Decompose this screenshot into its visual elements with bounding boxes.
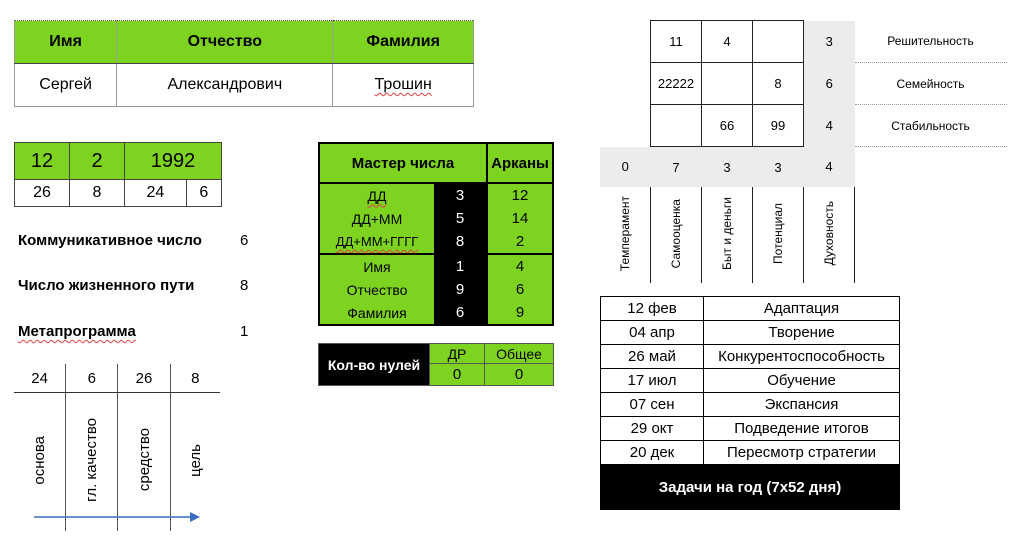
- grid-cell: 4: [702, 21, 753, 63]
- grid-col-sum: 3: [753, 147, 804, 188]
- derived-number-4: 6: [186, 180, 221, 207]
- grid-col-sum: 7: [651, 147, 702, 188]
- grid-cell: 11: [651, 21, 702, 63]
- value-first-name: Сергей: [15, 64, 117, 107]
- life-path-value: 8: [240, 277, 249, 294]
- grid-row-label: Решительность: [855, 21, 1007, 63]
- birth-day: 12: [15, 143, 70, 180]
- grid-cell: [753, 21, 804, 63]
- grid-cell: [651, 105, 702, 147]
- vector-value-1: 24: [14, 364, 66, 393]
- derived-number-1: 26: [15, 180, 70, 207]
- master-row-arcana: 14: [487, 207, 553, 230]
- grid-col-sum: 4: [804, 147, 855, 188]
- zeros-value-total: 0: [485, 364, 554, 386]
- grid-col-label-cell: [753, 187, 804, 283]
- master-header: Мастер числа: [319, 143, 487, 183]
- grid-cell: 66: [702, 105, 753, 147]
- zeros-count-table: [318, 343, 554, 386]
- task-name: Пересмотр стратегии: [704, 441, 900, 465]
- value-patronymic: Александрович: [117, 64, 333, 107]
- name-table: [14, 20, 474, 107]
- communicative-number-label: Коммуникативное число: [18, 232, 202, 249]
- derived-number-3: 24: [125, 180, 187, 207]
- master-row-arcana: 12: [487, 183, 553, 207]
- master-row-number: 5: [434, 207, 487, 230]
- birth-year: 1992: [125, 143, 222, 180]
- master-row-arcana: 4: [487, 254, 553, 278]
- grid-row-sum: 3: [804, 21, 855, 63]
- grid-row-sum: 4: [804, 105, 855, 147]
- task-name: Конкурентоспособность: [704, 345, 900, 369]
- metaprogram-label: [18, 323, 136, 340]
- task-name: Подведение итогов: [704, 417, 900, 441]
- metaprogram-value: 1: [240, 323, 249, 340]
- vector-value-4: 8: [170, 364, 220, 393]
- grid-row-label: Семейность: [855, 63, 1007, 105]
- master-row-label: Имя: [319, 254, 434, 278]
- grid-col-label-cell: [702, 187, 753, 283]
- grid-row-sum: 6: [804, 63, 855, 105]
- header-patronymic: Отчество: [117, 21, 333, 64]
- master-row-label: ДД: [319, 183, 434, 207]
- psychomatrix-grid: [600, 20, 1007, 283]
- task-date: 04 апр: [601, 321, 704, 345]
- grid-col-label: Потенциал: [771, 203, 785, 264]
- task-date: 29 окт: [601, 417, 704, 441]
- tasks-footer: Задачи на год (7х52 дня): [601, 465, 900, 510]
- birth-month: 2: [70, 143, 125, 180]
- task-name: Экспансия: [704, 393, 900, 417]
- master-numbers-table: [318, 142, 554, 326]
- year-tasks-table: [600, 296, 900, 510]
- master-row-number: 1: [434, 254, 487, 278]
- zeros-label: Кол-во нулей: [319, 344, 430, 386]
- vector-value-3: 26: [118, 364, 170, 393]
- grid-cell: 8: [753, 63, 804, 105]
- last-name-text: Трошин: [374, 76, 432, 93]
- task-date: 17 июл: [601, 369, 704, 393]
- task-name: Адаптация: [704, 297, 900, 321]
- zeros-header-total: Общее: [485, 344, 554, 364]
- master-row-number: 3: [434, 183, 487, 207]
- master-row-number: 8: [434, 230, 487, 254]
- header-first-name: Имя: [15, 21, 117, 64]
- master-row-number: 9: [434, 278, 487, 301]
- vector-value-2: 6: [66, 364, 118, 393]
- task-name: Творение: [704, 321, 900, 345]
- master-row-arcana: 9: [487, 301, 553, 325]
- grid-col-sum: 0: [600, 147, 651, 188]
- vector-label-means: средство: [135, 428, 153, 492]
- task-date: 20 дек: [601, 441, 704, 465]
- master-row-arcana: 2: [487, 230, 553, 254]
- master-row-label: Фамилия: [319, 301, 434, 325]
- header-last-name: Фамилия: [333, 21, 474, 64]
- grid-col-label-cell: [600, 187, 651, 283]
- birth-date-table: [14, 142, 222, 207]
- master-row-number: 6: [434, 301, 487, 325]
- grid-cell: 99: [753, 105, 804, 147]
- task-date: 07 сен: [601, 393, 704, 417]
- grid-cell: [702, 63, 753, 105]
- derived-number-2: 8: [70, 180, 125, 207]
- value-last-name: [333, 64, 474, 107]
- master-row-label: ДД+ММ+ГГГГ: [319, 230, 434, 254]
- life-path-label: Число жизненного пути: [18, 277, 195, 294]
- master-row-label: ДД+ММ: [319, 207, 434, 230]
- grid-col-label: Темперамент: [618, 195, 632, 272]
- vector-label-goal: цель: [186, 443, 204, 477]
- grid-col-label: Быт и деньги: [720, 196, 734, 270]
- grid-cell: 22222: [651, 63, 702, 105]
- direction-arrow-icon: [34, 510, 204, 524]
- communicative-number-value: 6: [240, 232, 249, 249]
- zeros-header-birth: ДР: [430, 344, 485, 364]
- task-date: 26 май: [601, 345, 704, 369]
- zeros-value-birth: 0: [430, 364, 485, 386]
- metaprogram-text: Метапрограмма: [18, 323, 136, 340]
- vector-label-basis: основа: [31, 435, 49, 485]
- master-row-label: Отчество: [319, 278, 434, 301]
- grid-col-label: Самооценка: [669, 198, 683, 269]
- arcana-header: Арканы: [487, 143, 553, 183]
- grid-col-label-cell: [651, 187, 702, 283]
- grid-col-label-cell: [804, 187, 855, 283]
- grid-col-sum: 3: [702, 147, 753, 188]
- vector-label-main-quality: гл. качество: [83, 418, 101, 502]
- master-row-arcana: 6: [487, 278, 553, 301]
- task-date: 12 фев: [601, 297, 704, 321]
- task-name: Обучение: [704, 369, 900, 393]
- grid-row-label: Стабильность: [855, 105, 1007, 147]
- vector-table: [14, 364, 220, 531]
- grid-col-label: Духовность: [822, 201, 836, 266]
